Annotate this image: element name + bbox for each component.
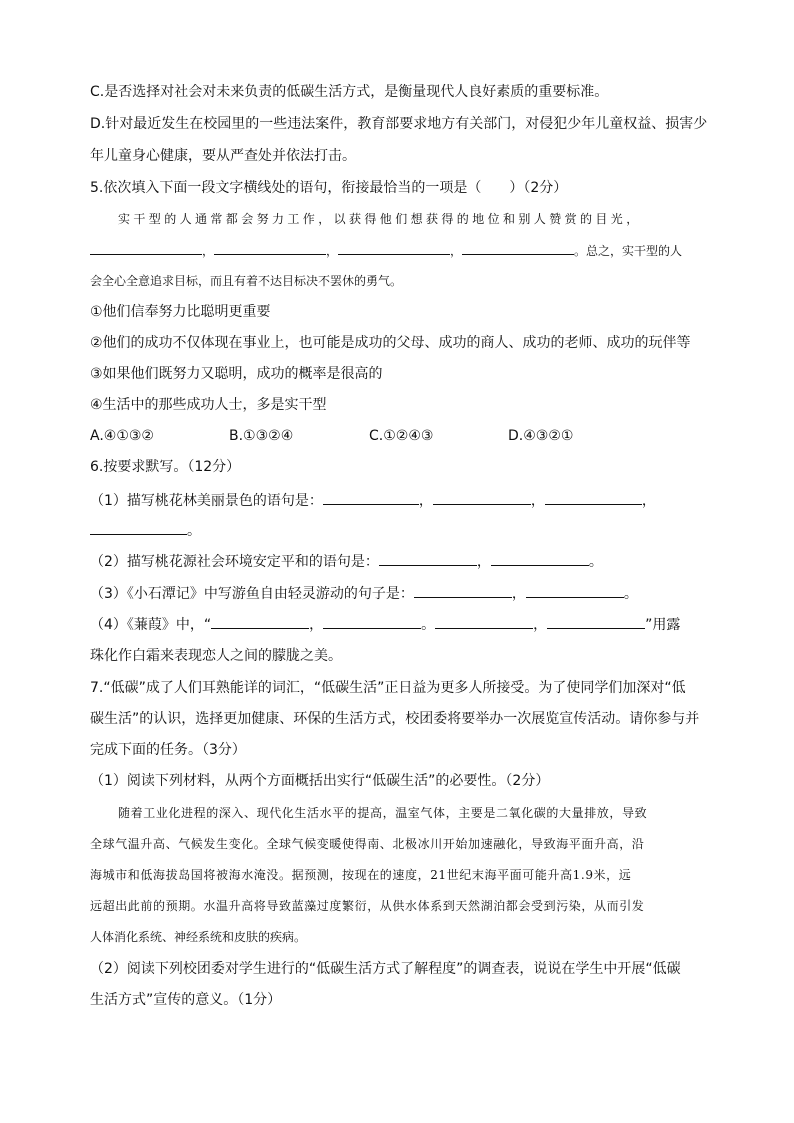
q5-options bbox=[90, 426, 573, 446]
q5-option-c[interactable]: C.①②④③ bbox=[369, 428, 434, 444]
q5-option-b[interactable]: B.①③②④ bbox=[229, 428, 294, 444]
q5-item-3: ③如果他们既努力又聪明，成功的概率是很高的 bbox=[90, 366, 383, 382]
q6-stem: 6.按要求默写。（12分） bbox=[90, 459, 241, 475]
q5-passage-line2 bbox=[90, 240, 682, 261]
q6-part4 bbox=[90, 614, 680, 635]
q6-part3-blank-1[interactable] bbox=[414, 583, 512, 598]
q5-passage-text: 。总之，实干型的人 bbox=[574, 244, 683, 258]
q6-comma: ， bbox=[530, 493, 545, 509]
q6-part2-blank-1[interactable] bbox=[379, 551, 477, 566]
q5-blank-1[interactable] bbox=[90, 240, 202, 255]
q5-item-2: ②他们的成功不仅体现在事业上，也可能是成功的父母、成功的商人、成功的老师、成功的玩伴等 bbox=[90, 335, 691, 351]
q6-part1-blank-1[interactable] bbox=[323, 490, 419, 505]
q5-comma: ， bbox=[326, 244, 339, 258]
q7-material-line1: 随着工业化进程的深入、现代化生活水平的提高，温室气体，主要是二氧化碳的大量排放，导致 bbox=[118, 806, 648, 820]
q5-passage-line3: 会全心全意追求目标，而且有着不达目标决不罢休的勇气。 bbox=[90, 274, 403, 288]
q6-part2 bbox=[90, 551, 603, 572]
q6-part3-label: （3）《小石潭记》中写游鱼自由轻灵游动的句子是： bbox=[90, 586, 414, 602]
q6-part4-tail: ”用露 bbox=[645, 617, 681, 633]
q6-part4-blank-1[interactable] bbox=[211, 614, 309, 629]
q7-stem-line3: 完成下面的任务。（3分） bbox=[90, 742, 246, 758]
q6-comma: ， bbox=[641, 493, 656, 509]
q5-comma: ， bbox=[450, 244, 463, 258]
q5-blank-3[interactable] bbox=[338, 240, 450, 255]
q6-part3 bbox=[90, 583, 638, 604]
q4-option-d-line1: D.针对最近发生在校园里的一些违法案件，教育部要求地方有关部门，对侵犯少年儿童权益、损害少 bbox=[90, 116, 708, 132]
q5-option-a[interactable]: A.④①③② bbox=[90, 428, 154, 444]
q6-part1 bbox=[90, 490, 656, 511]
q6-period: 。 bbox=[421, 617, 436, 633]
q6-comma: ， bbox=[533, 617, 548, 633]
q5-item-4: ④生活中的那些成功人士，多是实干型 bbox=[90, 397, 327, 413]
q6-part4-blank-4[interactable] bbox=[547, 614, 645, 629]
q5-blank-2[interactable] bbox=[214, 240, 326, 255]
q5-stem: 5.依次填入下面一段文字横线处的语句，衔接最恰当的一项是（ ）（2分） bbox=[90, 180, 568, 196]
q6-part4-blank-2[interactable] bbox=[323, 614, 421, 629]
q6-period: 。 bbox=[187, 523, 201, 539]
q7-sub1: （1）阅读下列材料，从两个方面概括出实行“低碳生活”的必要性。（2分） bbox=[90, 773, 550, 789]
q7-material-line3: 海城市和低海拔岛国将被海水淹没。据预测，按现在的速度，21世纪末海平面可能升高1.9米，远 bbox=[90, 868, 632, 882]
q6-part1-label: （1）描写桃花林美丽景色的语句是： bbox=[90, 493, 323, 509]
q6-comma: ， bbox=[511, 586, 526, 602]
q5-passage-line1: 实干型的人通常都会努力工作，以获得他们想获得的地位和别人赞赏的目光， bbox=[118, 212, 642, 226]
q6-part4-line2: 珠化作白霜来表现恋人之间的朦胧之美。 bbox=[90, 648, 342, 664]
q7-material-line5: 人体消化系统、神经系统和皮肤的疾病。 bbox=[90, 930, 307, 944]
q7-material-line2: 全球气温升高、气候发生变化。全球气候变暖使得南、北极冰川开始加速融化，导致海平面升高，沿 bbox=[90, 837, 645, 851]
q5-item-1: ①他们信奉努力比聪明更重要 bbox=[90, 304, 271, 320]
q5-comma: ， bbox=[202, 244, 215, 258]
q7-stem-line1: 7.“低碳”成了人们耳熟能详的词汇，“低碳生活”正日益为更多人所接受。为了使同学们加深对“低 bbox=[90, 680, 686, 696]
q6-part1-line2 bbox=[90, 520, 201, 541]
q6-part4-blank-3[interactable] bbox=[435, 614, 533, 629]
q6-comma: ， bbox=[309, 617, 324, 633]
q6-part1-blank-3[interactable] bbox=[545, 490, 642, 505]
q6-period: 。 bbox=[588, 554, 603, 570]
q7-stem-line2: 碳生活”的认识，选择更加健康、环保的生活方式，校团委将要举办一次展览宣传活动。请你参与并 bbox=[90, 711, 700, 727]
q6-part1-blank-2[interactable] bbox=[433, 490, 531, 505]
q6-period: 。 bbox=[623, 586, 638, 602]
q4-option-d-line2: 年儿童身心健康，要从严查处并依法打击。 bbox=[90, 148, 356, 164]
q6-comma: ， bbox=[476, 554, 491, 570]
q6-part3-blank-2[interactable] bbox=[526, 583, 624, 598]
q5-option-d[interactable]: D.④③②① bbox=[508, 428, 574, 444]
q4-option-c: C.是否选择对社会对未来负责的低碳生活方式，是衡量现代人良好素质的重要标准。 bbox=[90, 84, 609, 100]
q6-part2-label: （2）描写桃花源社会环境安定平和的语句是： bbox=[90, 554, 379, 570]
q7-sub2-line1: （2）阅读下列校团委对学生进行的“低碳生活方式了解程度”的调查表，说说在学生中开展“低碳 bbox=[90, 961, 681, 977]
q7-sub2-line2: 生活方式”宣传的意义。（1分） bbox=[90, 992, 282, 1008]
q6-part2-blank-2[interactable] bbox=[491, 551, 589, 566]
q6-comma: ， bbox=[418, 493, 433, 509]
q6-part1-blank-4[interactable] bbox=[90, 520, 187, 535]
q6-part4-label: （4）《蒹葭》中，“ bbox=[90, 617, 212, 633]
q7-material-line4: 远超出此前的预期。水温升高将导致蓝藻过度繁衍，从供水体系到天然湖泊都会受到污染，从而引发 bbox=[90, 899, 645, 913]
q5-blank-4[interactable] bbox=[462, 240, 574, 255]
